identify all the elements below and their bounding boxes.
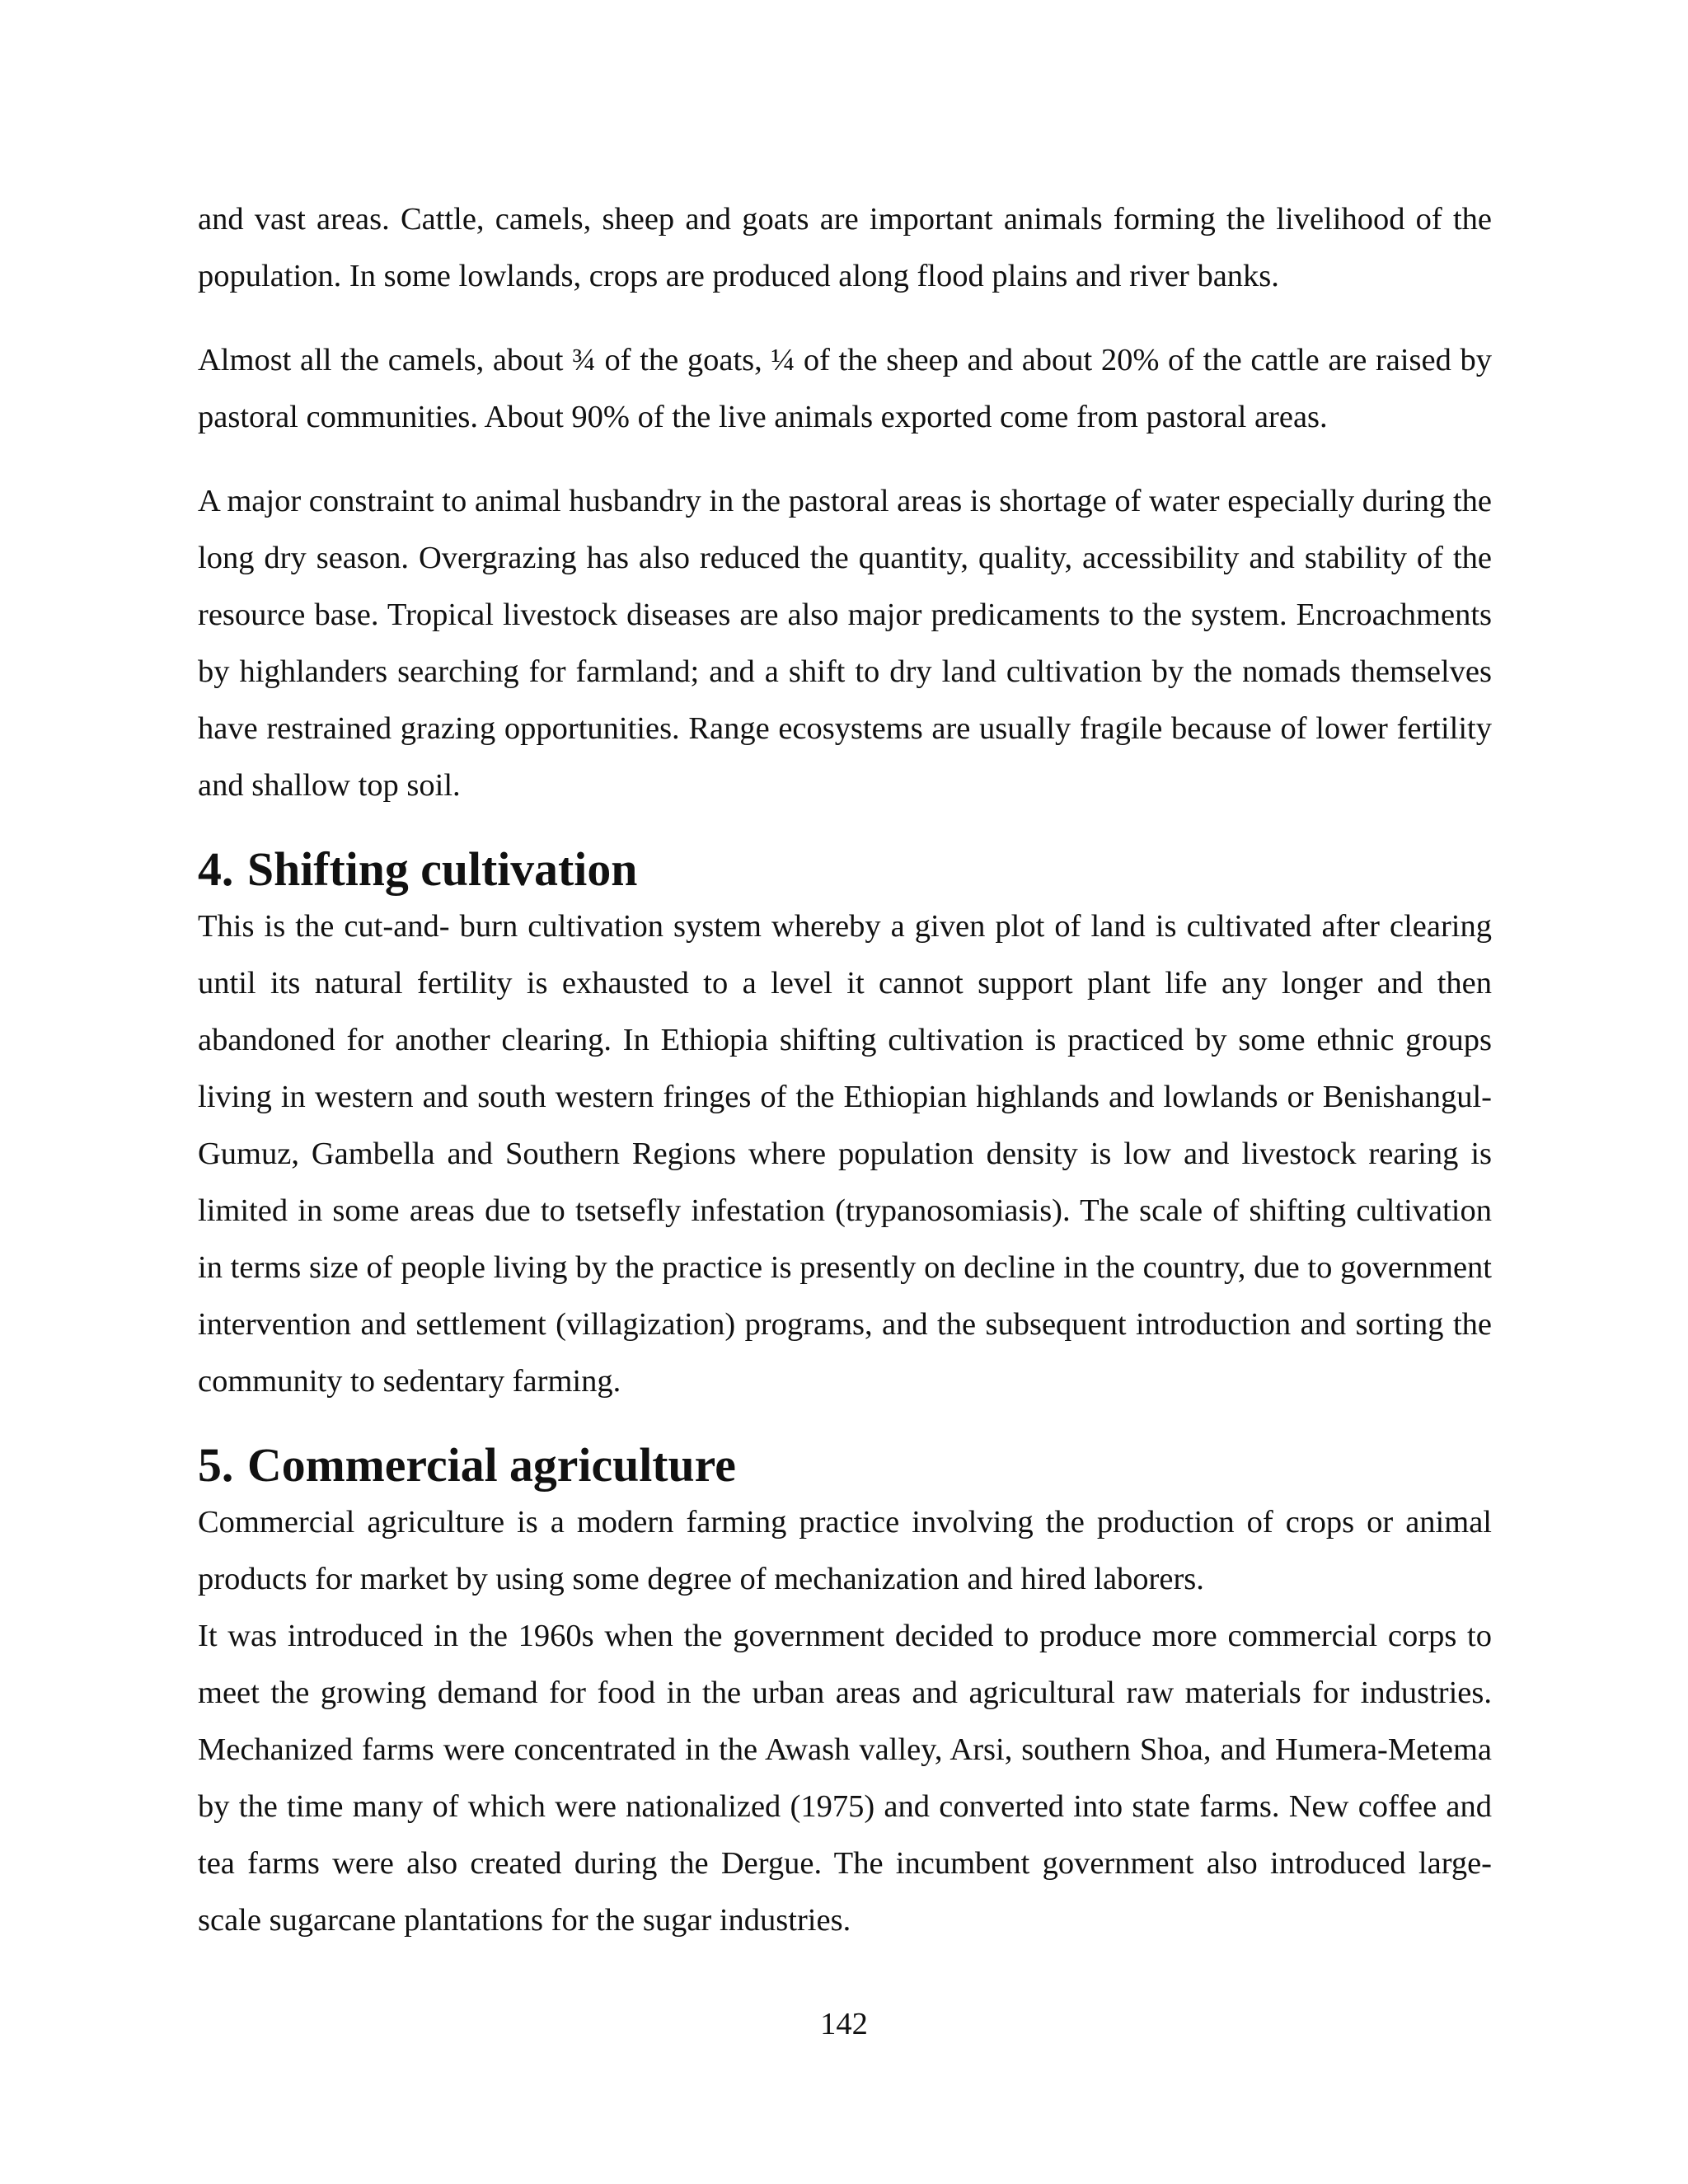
paragraph-commercial-definition: Commercial agriculture is a modern farming practice involving the production of crops or animal products for market by using some degree of mechanization and hired laborers. (198, 1505, 1492, 1596)
section-title: Commercial agriculture (247, 1440, 736, 1492)
section-number: 5. (198, 1440, 234, 1492)
section-number: 4. (198, 844, 234, 896)
paragraph-pastoral-livestock-share: Almost all the camels, about ¾ of the goats, ¼ of the sheep and about 20% of the cattle are raised by pastoral communities. About 90% of the live animals exported come from pastoral areas. (198, 343, 1492, 434)
paragraph-pastoral-areas: and vast areas. Cattle, camels, sheep and goats are important animals forming the livelihood of the population. In some lowlands, crops are produced along flood plains and river banks. (198, 202, 1492, 293)
paragraph-commercial-history: It was introduced in the 1960s when the government decided to produce more commercial corps to meet the growing demand for food in the urban areas and agricultural raw materials for industries. Mechanized farms were concentrated in the Awash valley, Arsi, southern Shoa, and Humera-Metema by the time many of which were nationalized (1975) and converted into state farms. New coffee and tea farms were also created during the Dergue. The incumbent government also introduced large-scale sugarcane plantations for the sugar industries. (198, 1619, 1492, 1938)
section-heading-commercial-agriculture (198, 1437, 1492, 1494)
section-heading-shifting-cultivation (198, 841, 1492, 898)
page-body (198, 191, 1492, 1949)
paragraph-pastoral-constraints: A major constraint to animal husbandry in the pastoral areas is shortage of water especially during the long dry season. Overgrazing has also reduced the quantity, quality, accessibility and stability of the resource base. Tropical livestock diseases are also major predicaments to the system. Encroachments by highlanders searching for farmland; and a shift to dry land cultivation by the nomads themselves have restrained grazing opportunities. Range ecosystems are usually fragile because of lower fertility and shallow top soil. (198, 484, 1492, 803)
page-number: 142 (820, 2007, 868, 2041)
section-title: Shifting cultivation (247, 844, 638, 896)
paragraph-shifting-cultivation: This is the cut-and- burn cultivation system whereby a given plot of land is cultivated after clearing until its natural fertility is exhausted to a level it cannot support plant life any longer and then abandoned for another clearing. In Ethiopia shifting cultivation is practiced by some ethnic groups living in western and south western fringes of the Ethiopian highlands and lowlands or Benishangul-Gumuz, Gambella and Southern Regions where population density is low and livestock rearing is limited in some areas due to tsetsefly infestation (trypanosomiasis). The scale of shifting cultivation in terms size of people living by the practice is presently on decline in the country, due to government intervention and settlement (villagization) programs, and the subsequent introduction and sorting the community to sedentary farming. (198, 909, 1492, 1399)
